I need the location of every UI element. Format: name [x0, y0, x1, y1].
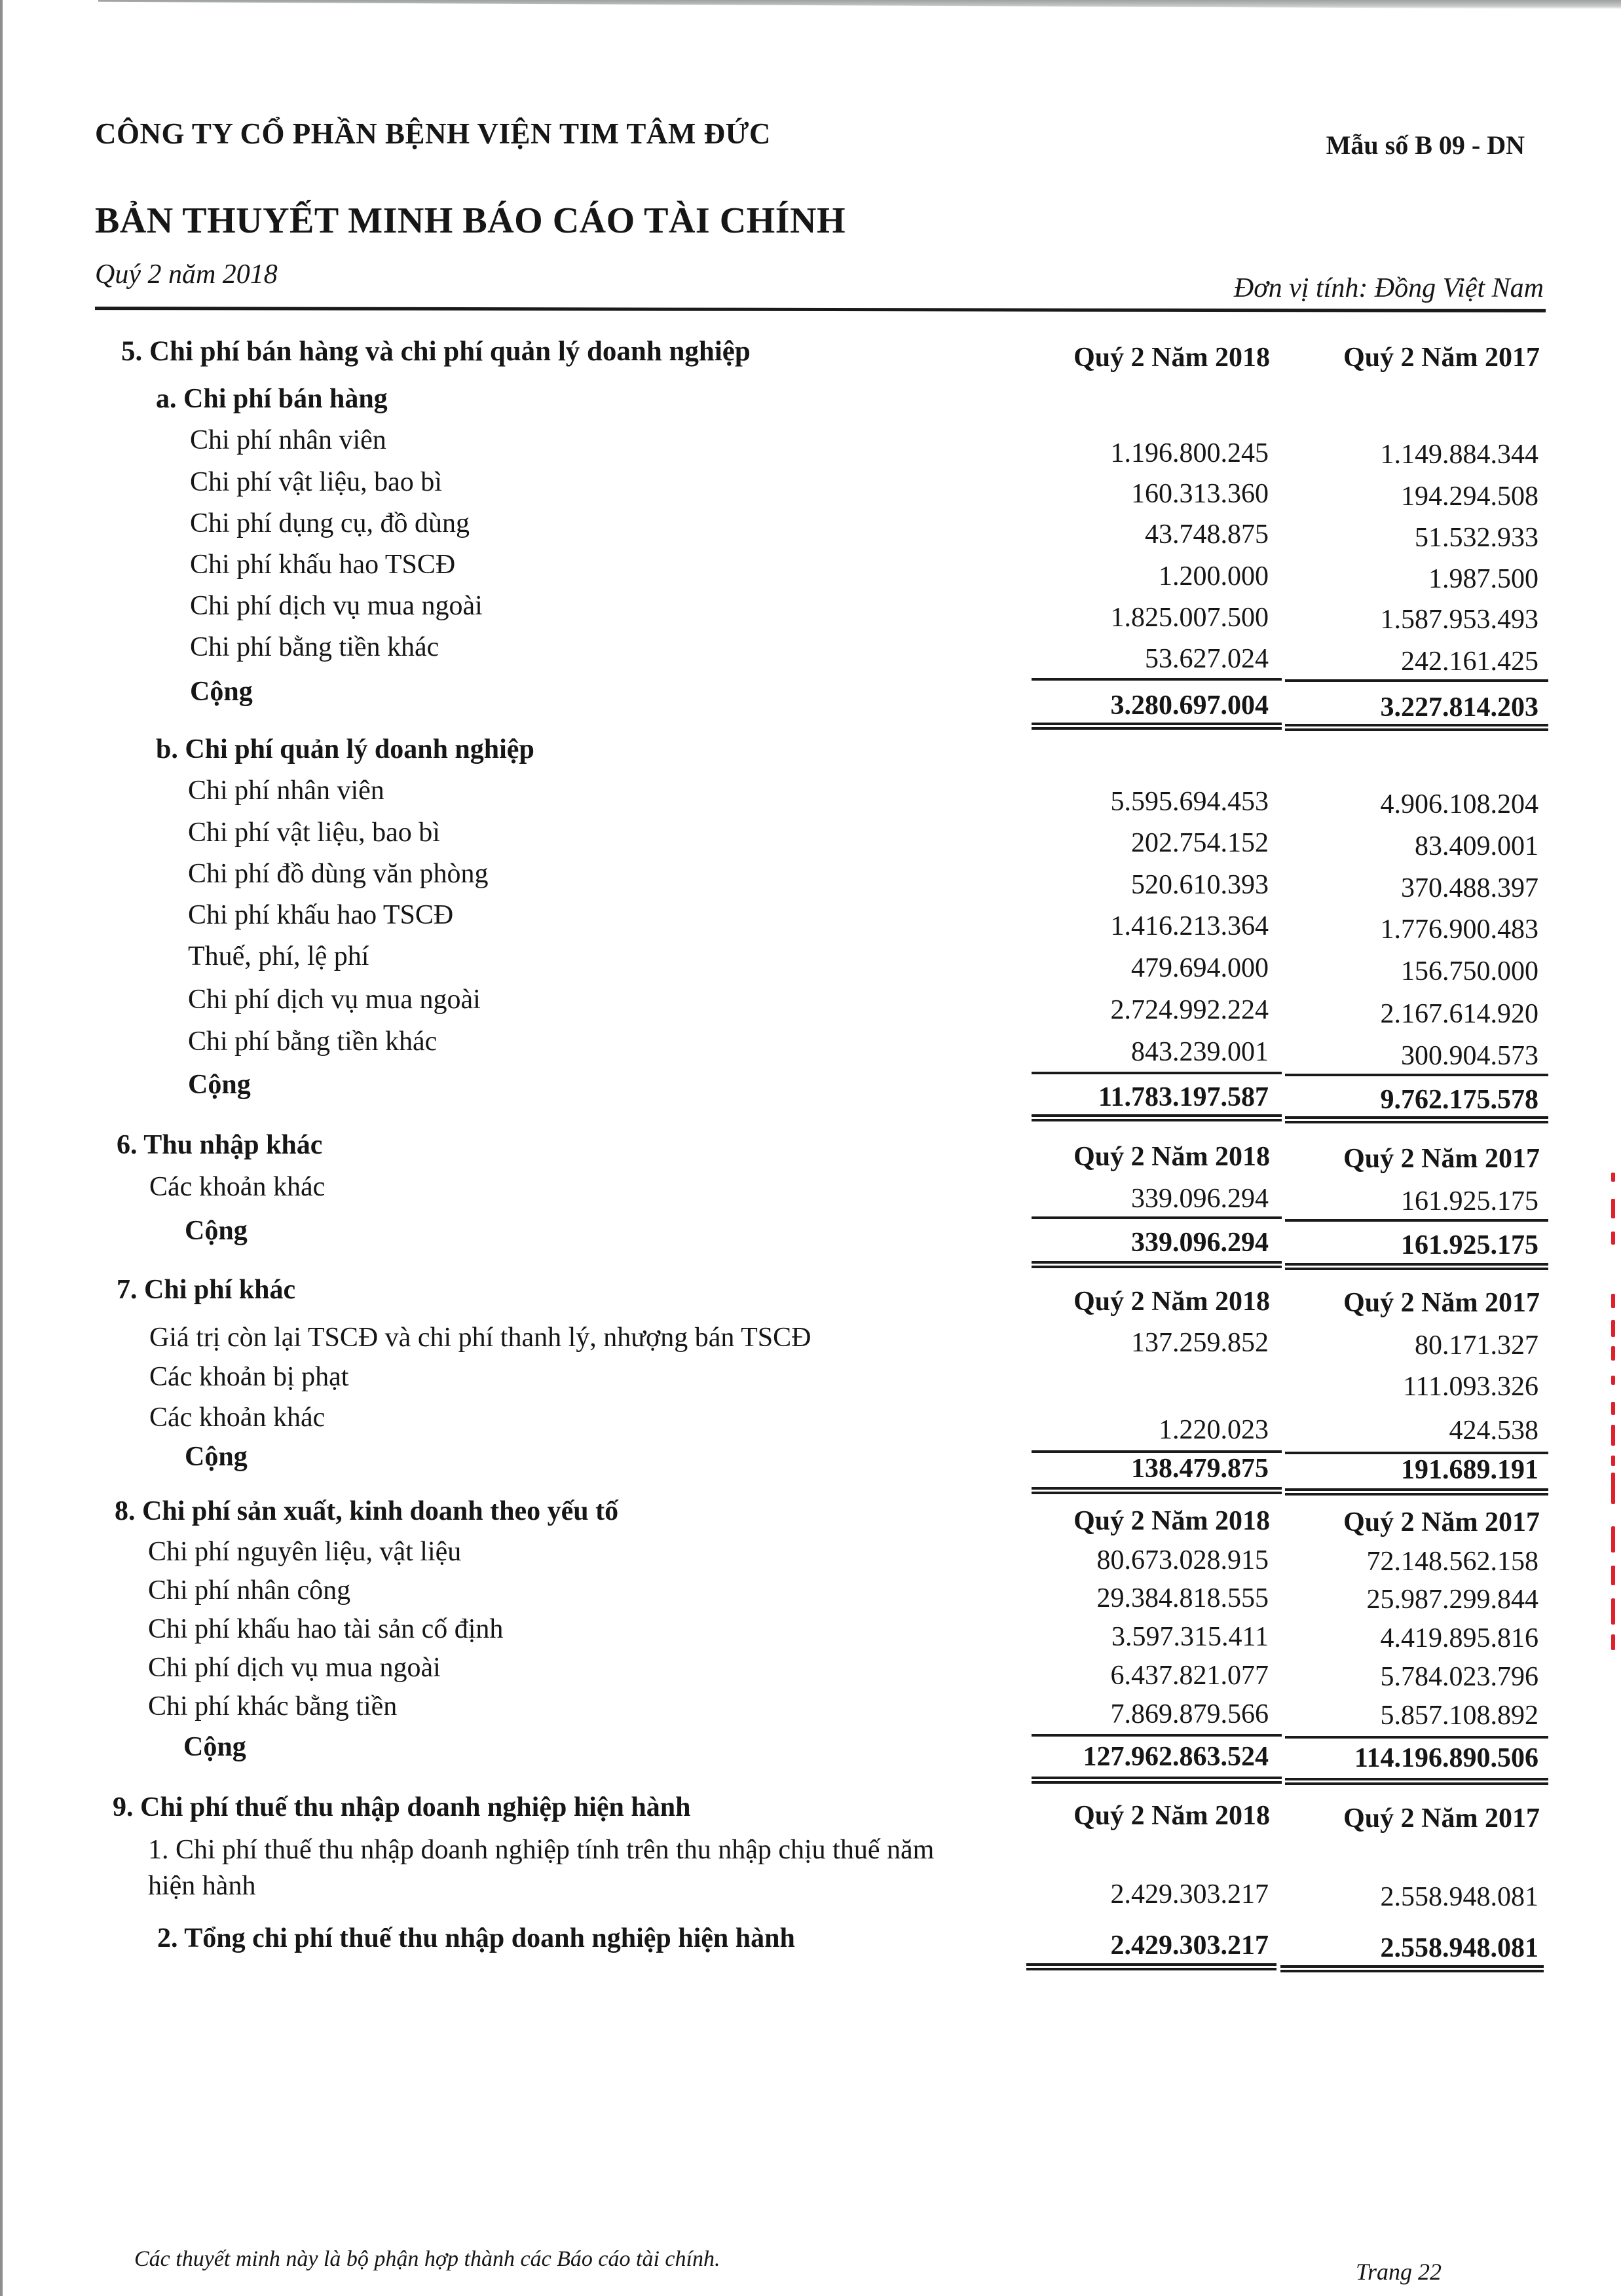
- value-current: 843.239.001: [1131, 1037, 1269, 1067]
- value-current: 53.627.024: [1145, 644, 1269, 674]
- row-label: Các khoản khác: [149, 1402, 326, 1433]
- total-double-rule: [1285, 1778, 1548, 1785]
- row-label: Chi phí khấu hao tài sản cố định: [148, 1614, 504, 1644]
- value-current: 7.869.879.566: [1110, 1699, 1269, 1729]
- column-header-previous: Quý 2 Năm 2017: [1343, 1288, 1540, 1318]
- row-label: Chi phí vật liệu, bao bì: [190, 467, 442, 497]
- total-previous: 114.196.890.506: [1354, 1743, 1538, 1773]
- total-double-rule: [1280, 1965, 1544, 1972]
- row-label: Chi phí khác bằng tiền: [148, 1691, 398, 1722]
- subtotal-rule: [1032, 1216, 1282, 1219]
- value-current: 1.416.213.364: [1110, 911, 1269, 941]
- stamp-mark: [1611, 1320, 1615, 1337]
- row-label-line1: 1. Chi phí thuế thu nhập doanh nghiệp tính trên thu nhập chịu thuế năm: [148, 1835, 935, 1865]
- total-label: Cộng: [190, 677, 253, 707]
- value-previous: 4.419.895.816: [1380, 1623, 1538, 1653]
- row-label: Chi phí khấu hao TSCĐ: [190, 550, 456, 580]
- value-current: 479.694.000: [1131, 953, 1269, 983]
- stamp-mark: [1611, 1294, 1615, 1308]
- document-title: BẢN THUYẾT MINH BÁO CÁO TÀI CHÍNH: [95, 200, 846, 241]
- column-header-previous: Quý 2 Năm 2017: [1343, 1507, 1540, 1537]
- column-header-current: Quý 2 Năm 2018: [1073, 343, 1270, 373]
- subsection-title: a. Chi phí bán hàng: [156, 384, 388, 414]
- column-header-previous: Quý 2 Năm 2017: [1343, 343, 1540, 373]
- stamp-mark: [1611, 1376, 1615, 1385]
- total-double-rule: [1032, 723, 1282, 730]
- value-current: 1.200.000: [1159, 561, 1269, 592]
- subtotal-rule: [1032, 678, 1282, 681]
- value-current: 2.724.992.224: [1110, 995, 1269, 1025]
- total-previous: 2.558.948.081: [1380, 1933, 1538, 1963]
- total-double-rule: [1285, 1263, 1548, 1270]
- value-previous: 80.171.327: [1415, 1330, 1538, 1361]
- section-title: 5. Chi phí bán hàng và chi phí quản lý doanh nghiệp: [121, 336, 751, 367]
- stamp-mark: [1611, 1173, 1615, 1182]
- total-double-rule: [1032, 1114, 1282, 1121]
- total-previous: 3.227.814.203: [1380, 692, 1538, 723]
- value-current: 202.754.152: [1131, 828, 1269, 858]
- column-header-current: Quý 2 Năm 2018: [1073, 1142, 1270, 1172]
- row-label: Chi phí nhân viên: [190, 425, 386, 455]
- value-previous: 51.532.933: [1415, 523, 1538, 553]
- total-current: 339.096.294: [1131, 1228, 1269, 1258]
- subtotal-rule: [1032, 1734, 1282, 1737]
- section-title: 8. Chi phí sản xuất, kinh doanh theo yếu tố: [115, 1496, 619, 1526]
- value-previous: 72.148.562.158: [1366, 1547, 1538, 1577]
- value-previous: 2.167.614.920: [1380, 999, 1538, 1029]
- total-label: Cộng: [185, 1442, 248, 1472]
- value-current: 1.196.800.245: [1110, 438, 1269, 468]
- row-label: Chi phí dịch vụ mua ngoài: [190, 591, 483, 621]
- value-previous: 111.093.326: [1403, 1372, 1538, 1402]
- total-double-rule: [1285, 1488, 1548, 1496]
- value-previous: 370.488.397: [1401, 873, 1538, 903]
- value-current: 29.384.818.555: [1096, 1583, 1269, 1613]
- stamp-mark: [1611, 1232, 1615, 1245]
- value-current: 160.313.360: [1131, 479, 1269, 509]
- value-previous: 83.409.001: [1415, 831, 1538, 861]
- value-current: 6.437.821.077: [1110, 1661, 1269, 1691]
- value-current: 520.610.393: [1131, 870, 1269, 900]
- stamp-mark: [1611, 1402, 1615, 1415]
- column-header-current: Quý 2 Năm 2018: [1073, 1506, 1270, 1536]
- subtotal-rule: [1285, 679, 1548, 682]
- value-previous: 161.925.175: [1401, 1186, 1538, 1216]
- stamp-mark: [1611, 1346, 1615, 1361]
- section-title: 7. Chi phí khác: [117, 1275, 296, 1305]
- value-current: 5.595.694.453: [1110, 787, 1269, 817]
- total-previous: 191.689.191: [1401, 1455, 1538, 1485]
- page-number: Trang 22: [1356, 2259, 1442, 2285]
- total-previous: 161.925.175: [1401, 1230, 1538, 1260]
- total-label: Cộng: [185, 1216, 248, 1246]
- value-current: 1.220.023: [1159, 1415, 1269, 1445]
- company-name: CÔNG TY CỔ PHẦN BỆNH VIỆN TIM TÂM ĐỨC: [95, 117, 771, 150]
- value-previous: 1.149.884.344: [1380, 440, 1538, 470]
- value-current: 137.259.852: [1131, 1328, 1269, 1358]
- value-current: 43.748.875: [1145, 519, 1269, 550]
- value-previous: 424.538: [1449, 1416, 1538, 1446]
- value-current: 339.096.294: [1131, 1184, 1269, 1214]
- row-label: Chi phí khấu hao TSCĐ: [188, 900, 454, 930]
- total-double-rule: [1032, 1487, 1282, 1494]
- value-current: 3.597.315.411: [1111, 1622, 1269, 1652]
- subsection-title: b. Chi phí quản lý doanh nghiệp: [156, 734, 534, 764]
- row-label: Giá trị còn lại TSCĐ và chi phí thanh lý, nhượng bán TSCĐ: [149, 1323, 811, 1353]
- column-header-current: Quý 2 Năm 2018: [1073, 1801, 1270, 1831]
- value-previous: 5.857.108.892: [1380, 1701, 1538, 1731]
- total-label: 2. Tổng chi phí thuế thu nhập doanh nghiệp hiện hành: [157, 1923, 795, 1953]
- row-label: Chi phí nhân công: [148, 1575, 351, 1606]
- form-number: Mẫu số B 09 - DN: [1326, 130, 1525, 160]
- header-divider: [95, 307, 1546, 312]
- value-previous: 5.784.023.796: [1380, 1662, 1538, 1692]
- row-label: Chi phí dịch vụ mua ngoài: [188, 985, 481, 1015]
- section-title: 9. Chi phí thuế thu nhập doanh nghiệp hiện hành: [113, 1792, 691, 1822]
- total-label: Cộng: [183, 1732, 246, 1762]
- total-current: 138.479.875: [1131, 1454, 1269, 1484]
- total-current: 127.962.863.524: [1083, 1742, 1269, 1772]
- row-label: Chi phí bằng tiền khác: [188, 1026, 438, 1057]
- currency-unit: Đơn vị tính: Đồng Việt Nam: [1233, 273, 1544, 303]
- stamp-mark: [1611, 1473, 1615, 1504]
- value-previous: 1.987.500: [1428, 564, 1538, 594]
- value-previous: 156.750.000: [1401, 956, 1538, 987]
- value-previous: 194.294.508: [1401, 481, 1538, 512]
- value-previous: 2.558.948.081: [1380, 1882, 1538, 1912]
- value-previous: 300.904.573: [1401, 1041, 1538, 1071]
- subtotal-rule: [1285, 1074, 1548, 1076]
- stamp-mark: [1611, 1634, 1615, 1650]
- stamp-mark: [1611, 1598, 1615, 1625]
- column-header-previous: Quý 2 Năm 2017: [1343, 1803, 1540, 1834]
- row-label: Chi phí nhân viên: [188, 776, 384, 806]
- value-current: 2.429.303.217: [1110, 1879, 1269, 1910]
- scan-edge-left: [0, 0, 3, 2296]
- total-double-rule: [1026, 1963, 1276, 1970]
- row-label: Chi phí bằng tiền khác: [190, 632, 439, 662]
- total-double-rule: [1285, 724, 1548, 731]
- footer-note: Các thuyết minh này là bộ phận hợp thành các Báo cáo tài chính.: [134, 2247, 720, 2271]
- row-label: Chi phí nguyên liệu, vật liệu: [148, 1537, 462, 1567]
- column-header-previous: Quý 2 Năm 2017: [1343, 1144, 1540, 1174]
- subtotal-rule: [1032, 1072, 1282, 1074]
- stamp-mark: [1611, 1456, 1615, 1466]
- stamp-mark: [1611, 1526, 1615, 1553]
- value-previous: 25.987.299.844: [1366, 1585, 1538, 1615]
- section-title: 6. Thu nhập khác: [117, 1130, 323, 1160]
- value-current: 80.673.028.915: [1096, 1545, 1269, 1575]
- row-label: Các khoản bị phạt: [149, 1362, 349, 1392]
- row-label: Chi phí dụng cụ, đồ dùng: [190, 508, 470, 538]
- value-previous: 242.161.425: [1401, 647, 1538, 677]
- row-label: Chi phí đồ dùng văn phòng: [188, 859, 489, 889]
- row-label-line2: hiện hành: [148, 1871, 256, 1901]
- stamp-mark: [1611, 1425, 1615, 1446]
- report-period: Quý 2 năm 2018: [95, 259, 278, 290]
- scan-edge-top: [98, 0, 1621, 9]
- total-previous: 9.762.175.578: [1380, 1085, 1538, 1115]
- stamp-mark: [1611, 1566, 1615, 1585]
- row-label: Chi phí dịch vụ mua ngoài: [148, 1653, 441, 1683]
- value-previous: 1.776.900.483: [1380, 914, 1538, 945]
- row-label: Các khoản khác: [149, 1172, 326, 1202]
- total-double-rule: [1285, 1116, 1548, 1123]
- subtotal-rule: [1285, 1736, 1548, 1739]
- total-current: 3.280.697.004: [1110, 690, 1269, 721]
- row-label: Chi phí vật liệu, bao bì: [188, 818, 440, 848]
- value-previous: 4.906.108.204: [1380, 789, 1538, 819]
- total-current: 2.429.303.217: [1110, 1930, 1269, 1961]
- row-label: Thuế, phí, lệ phí: [188, 941, 369, 971]
- total-label: Cộng: [188, 1070, 251, 1100]
- total-double-rule: [1032, 1777, 1282, 1784]
- subtotal-rule: [1285, 1219, 1548, 1222]
- total-double-rule: [1032, 1261, 1282, 1268]
- stamp-mark: [1611, 1199, 1615, 1218]
- value-previous: 1.587.953.493: [1380, 605, 1538, 635]
- value-current: 1.825.007.500: [1110, 603, 1269, 633]
- total-current: 11.783.197.587: [1098, 1082, 1269, 1112]
- column-header-current: Quý 2 Năm 2018: [1073, 1287, 1270, 1317]
